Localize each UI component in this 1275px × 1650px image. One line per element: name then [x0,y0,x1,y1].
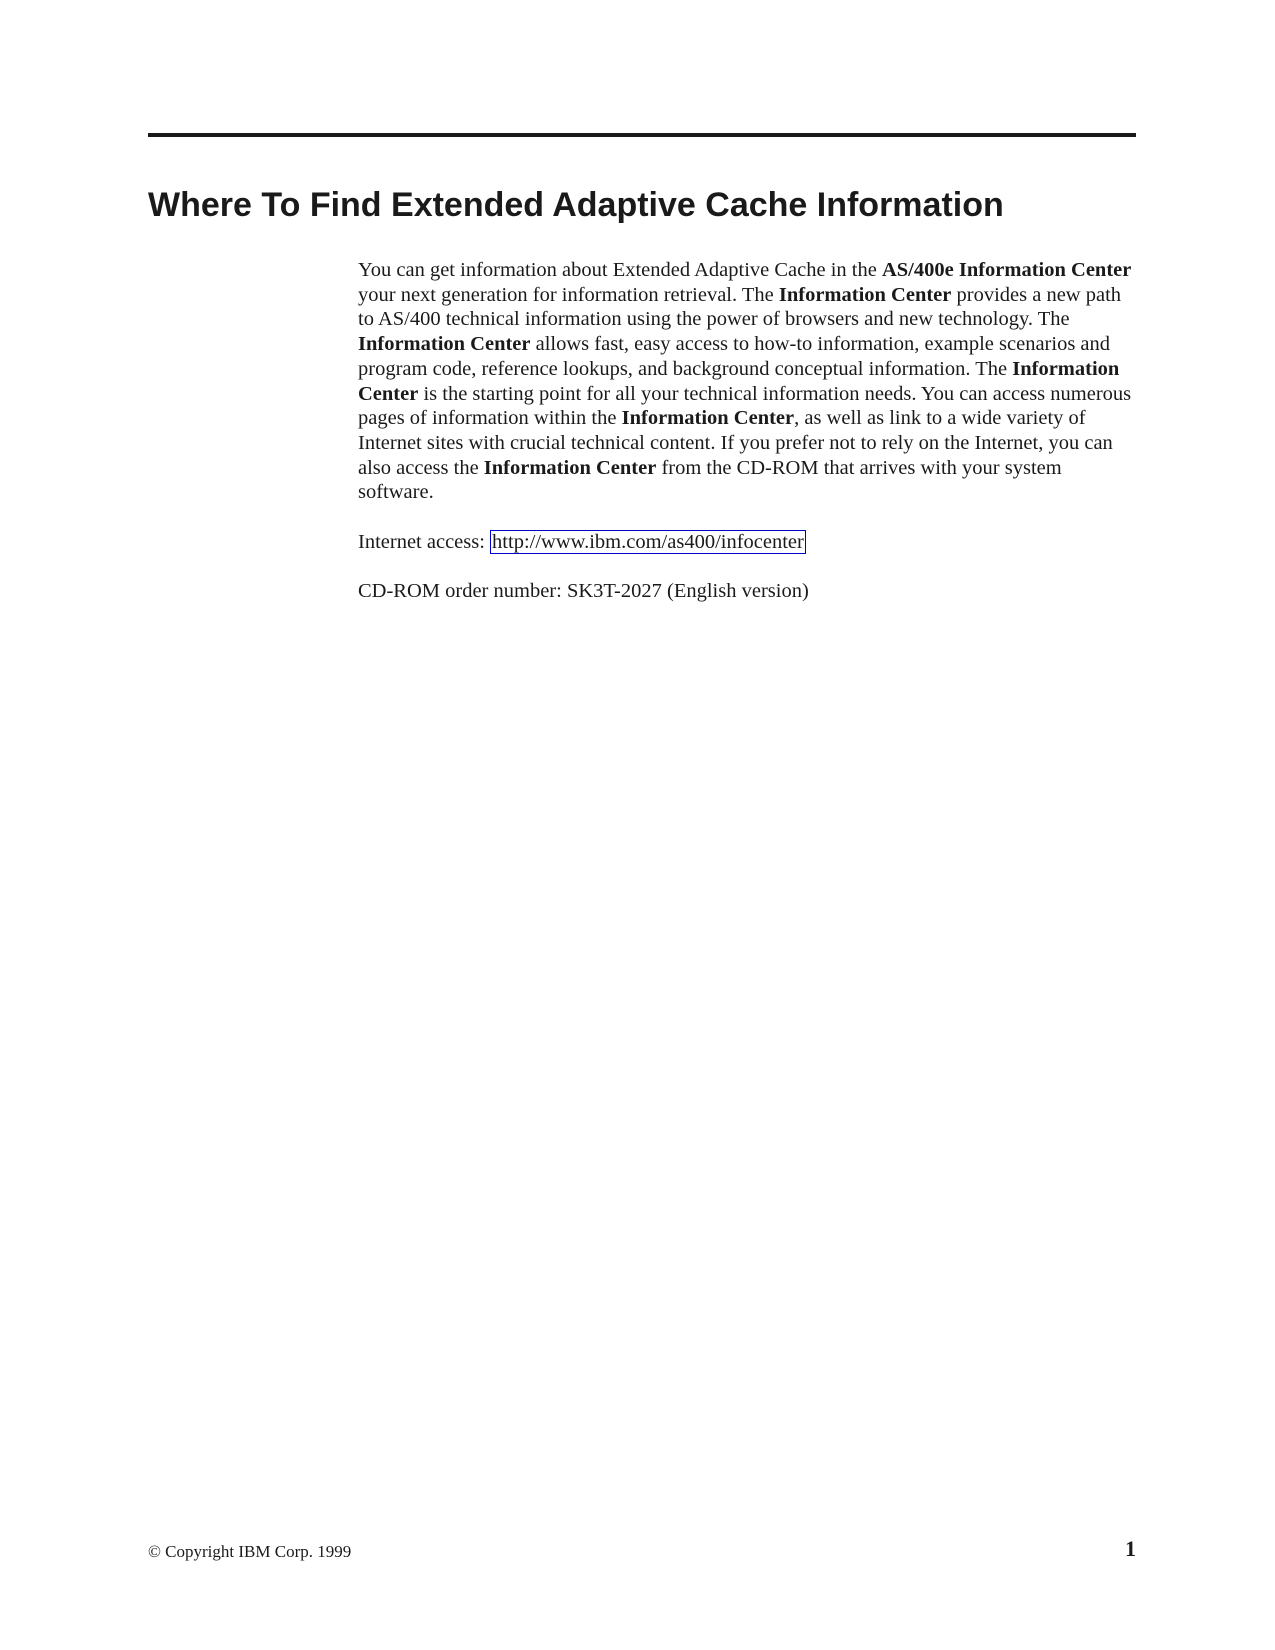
paragraph-text: your next generation for information retrieval. The [358,283,779,306]
page-number: 1 [1125,1536,1136,1561]
product-name-bold: Information Center [483,456,657,479]
header-rule [148,133,1136,137]
page-title: Where To Find Extended Adaptive Cache Information [148,186,1004,224]
footer-copyright: © Copyright IBM Corp. 1999 [148,1542,352,1561]
product-name-bold: Information Center [778,283,952,306]
intro-paragraph [358,258,1140,505]
product-name-bold: Information Center [358,357,1120,405]
body-text [358,258,1140,629]
internet-access-label: Internet access: [358,530,491,553]
paragraph-text: provides a new path to AS/400 technical information using the power of browsers and new technology. The [358,283,1122,331]
product-name-bold: AS/400e Information Center [881,259,1132,281]
paragraph-text: , as well as link to a wide variety of Internet sites with crucial technical content. If you prefer not to rely on the Internet, you can also access the [358,407,1113,479]
paragraph-text: You can get information about Extended Adaptive Cache in the [358,259,882,281]
product-name-bold: Information Center [621,407,795,430]
cdrom-order-line: CD-ROM order number: SK3T-2027 (English version) [358,580,809,603]
internet-access-line [358,530,1140,555]
infocenter-link[interactable]: http://www.ibm.com/as400/infocenter [492,530,804,553]
paragraph-text: allows fast, easy access to how-to information, example scenarios and program code, reference lookups, and background conceptual information. The [358,333,1111,380]
paragraph-text: from the CD-ROM that arrives with your system software. [358,456,1062,504]
paragraph-text: is the starting point for all your technical information needs. You can access numerous pages of information within the [358,382,1132,430]
product-name-bold: Information Center [358,333,531,356]
